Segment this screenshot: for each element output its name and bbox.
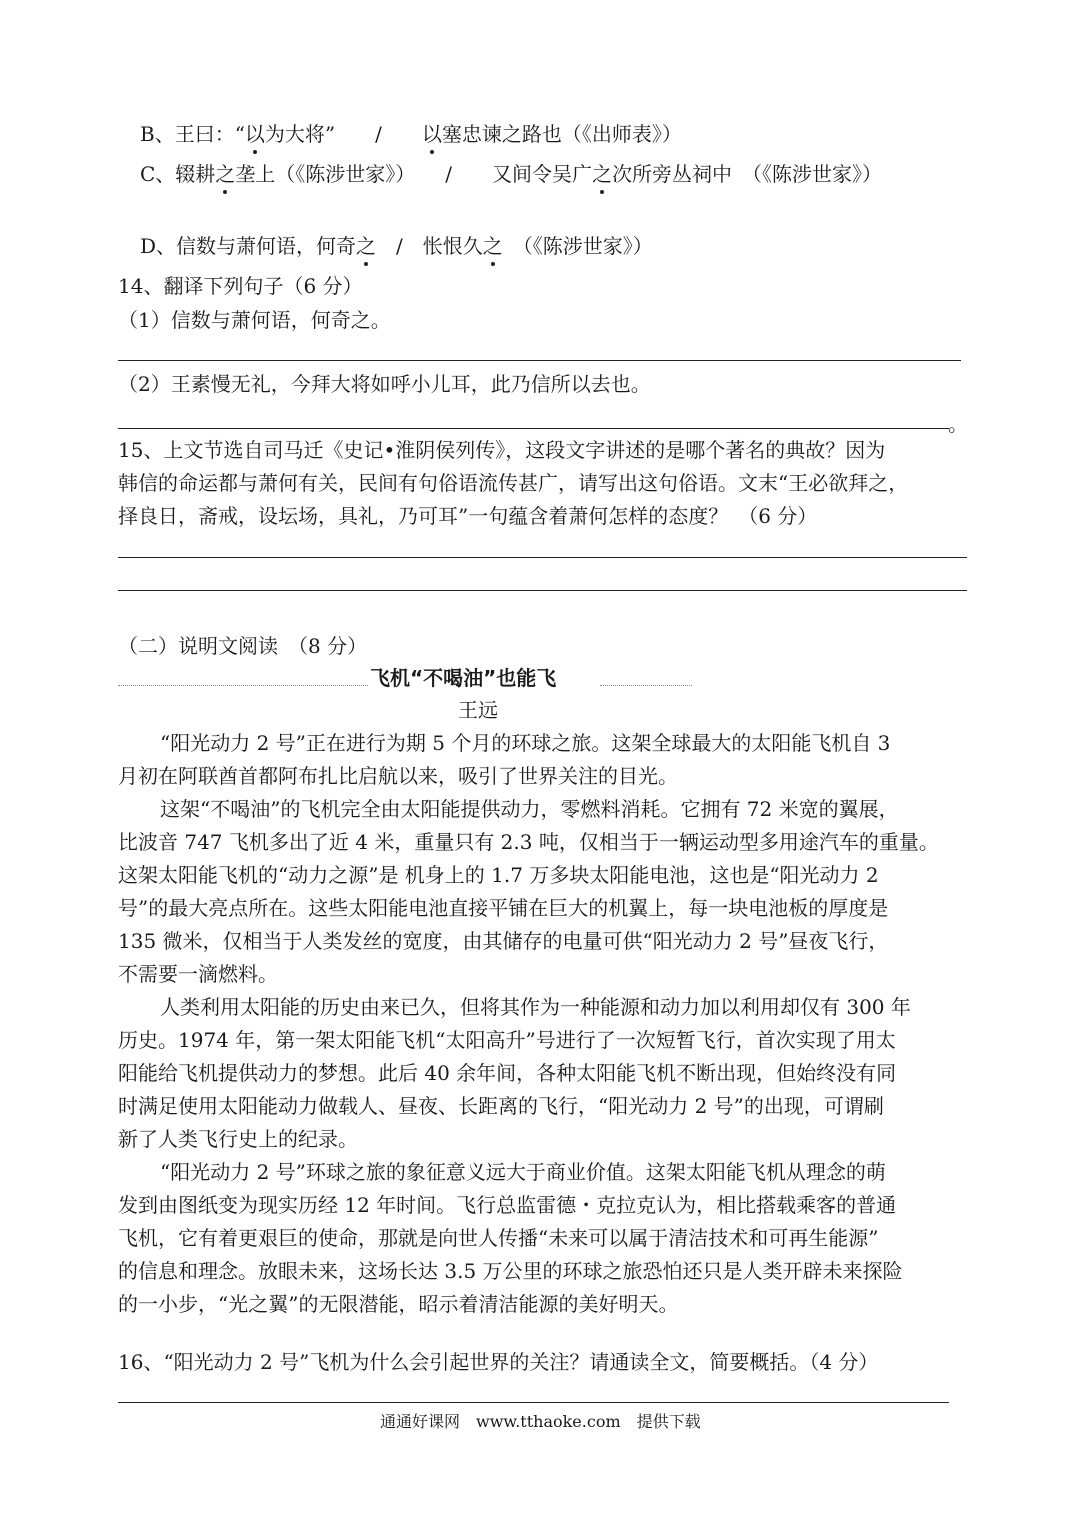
q16-text: 16、“阳光动力 2 号”飞机为什么会引起世界的关注？请通读全文，简要概括。（4 分） — [118, 1350, 879, 1374]
article-line: 不需要一滴燃料。 — [118, 962, 278, 986]
answer-line[interactable] — [118, 557, 967, 558]
emphasis-char: 之 — [482, 234, 503, 258]
emphasis-char: 之 — [356, 234, 377, 258]
option-b-text: 为大将” / — [264, 122, 422, 146]
option-b — [140, 120, 682, 148]
article-line: 135 微米，仅相当于人类发丝的宽度，由其储存的电量可供“阳光动力 2 号”昼夜飞行， — [118, 929, 889, 953]
article-line: 历史。1974 年，第一架太阳能飞机“太阳高升”号进行了一次短暂飞行，首次实现了用太 — [118, 1028, 896, 1052]
article-line: 新了人类飞行史上的纪录。 — [118, 1127, 358, 1151]
article-line: 时满足使用太阳能动力做载人、昼夜、长距离的飞行，“阳光动力 2 号”的出现，可谓刷 — [118, 1094, 884, 1118]
option-d-text: D、信数与萧何语，何奇 — [140, 234, 357, 258]
option-c — [140, 160, 882, 188]
article-author: 王远 — [458, 698, 498, 722]
q15-line-3: 择良日，斋戒，设坛场，具礼，乃可耳”一句蕴含着萧何怎样的态度？ （6 分） — [118, 504, 818, 528]
q14-sentence-2: （2）王素慢无礼，今拜大将如呼小儿耳，此乃信所以去也。 — [118, 372, 651, 396]
article-title: 飞机“不喝油”也能飞 — [370, 666, 557, 690]
option-c-text: 垄上（《陈涉世家》） / 又间令吴广 — [235, 162, 593, 186]
footer-text: 通通好课网 www.tthaoke.com 提供下载 — [380, 1412, 701, 1431]
answer-line[interactable] — [118, 1402, 949, 1403]
dotted-divider — [600, 685, 692, 686]
article-line: 号”的最大亮点所在。这些太阳能电池直接平铺在巨大的机翼上，每一块电池板的厚度是 — [118, 896, 889, 920]
emphasis-char: 之 — [592, 162, 613, 186]
q14-heading: 14、翻译下列句子（6 分） — [118, 274, 363, 298]
option-b-text: B、王曰：“ — [140, 122, 245, 146]
article-line: 这架太阳能飞机的“动力之源”是 机身上的 1.7 万多块太阳能电池，这也是“阳光动力 2 — [118, 863, 879, 887]
q15-line-1: 15、上文节选自司马迁《史记•淮阴侯列传》，这段文字讲述的是哪个著名的典故？因为 — [118, 438, 886, 462]
article-line: 飞机，它有着更艰巨的使命，那就是向世人传播“未来可以属于清洁技术和可再生能源” — [118, 1226, 879, 1250]
answer-line-end-mark: 。 — [948, 412, 968, 436]
option-d — [140, 232, 653, 260]
option-d-text: （《陈涉世家》） — [502, 234, 653, 258]
option-c-text: 次所旁丛祠中 （《陈涉世家》） — [612, 162, 883, 186]
emphasis-char: 之 — [215, 162, 236, 186]
emphasis-char: 以 — [244, 122, 265, 146]
article-line: 月初在阿联酋首都阿布扎比启航以来，吸引了世界关注的目光。 — [118, 764, 678, 788]
option-b-text: 塞忠谏之路也（《出师表》） — [441, 122, 682, 146]
emphasis-char: 以 — [421, 122, 442, 146]
article-line: 人类利用太阳能的历史由来已久，但将其作为一种能源和动力加以利用却仅有 300 年 — [160, 995, 911, 1019]
article-line: 的信息和理念。放眼未来，这场长达 3.5 万公里的环球之旅恐怕还只是人类开辟未来探险 — [118, 1259, 903, 1283]
article-line: 的一小步，“光之翼”的无限潜能，昭示着清洁能源的美好明天。 — [118, 1292, 679, 1316]
article-line: “阳光动力 2 号”环球之旅的象征意义远大于商业价值。这架太阳能飞机从理念的萌 — [160, 1160, 886, 1184]
q15-line-2: 韩信的命运都与萧何有关，民间有句俗语流传甚广，请写出这句俗语。文末“王必欲拜之， — [118, 471, 909, 495]
option-d-text: / 怅恨久 — [376, 234, 483, 258]
article-line: 发到由图纸变为现实历经 12 年时间。飞行总监雷德・克拉克认为，相比搭载乘客的普通 — [118, 1193, 897, 1217]
option-c-text: C、辍耕 — [140, 162, 216, 186]
article-line: 阳能给飞机提供动力的梦想。此后 40 余年间，各种太阳能飞机不断出现，但始终没有同 — [118, 1061, 897, 1085]
article-line: 比波音 747 飞机多出了近 4 米，重量只有 2.3 吨，仅相当于一辆运动型多用途汽车的重量。 — [118, 830, 939, 854]
article-line: “阳光动力 2 号”正在进行为期 5 个月的环球之旅。这架全球最大的太阳能飞机自 3 — [160, 731, 891, 755]
answer-line[interactable] — [118, 590, 967, 591]
answer-line[interactable] — [118, 428, 949, 429]
section-heading: （二）说明文阅读 （8 分） — [118, 634, 368, 658]
answer-line[interactable] — [118, 360, 961, 361]
dotted-divider — [118, 685, 368, 686]
q14-sentence-1: （1）信数与萧何语，何奇之。 — [118, 308, 391, 332]
article-line: 这架“不喝油”的飞机完全由太阳能提供动力，零燃料消耗。它拥有 72 米宽的翼展， — [160, 797, 899, 821]
